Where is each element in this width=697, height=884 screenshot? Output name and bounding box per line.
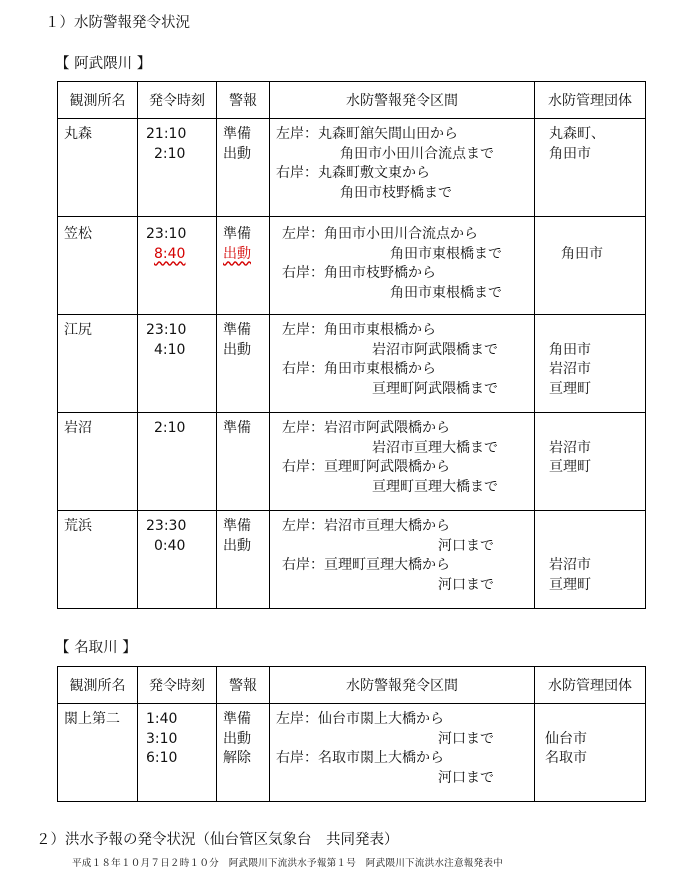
org-name: 亘理町 (549, 380, 591, 397)
section-line: 右岸：角田市東根橋から (282, 361, 436, 377)
warning-cell (217, 413, 270, 511)
station-name: 丸森 (64, 126, 92, 142)
org-name: 名取市 (545, 750, 587, 766)
table-row (58, 413, 646, 511)
section-cell (270, 511, 535, 609)
table-row (58, 511, 646, 609)
flood-forecast-notice: 平成１８年１０月７日２時１０分 阿武隈川下流洪水予報第１号 阿武隈川下流洪水注意報発表中 (72, 858, 503, 869)
section-line: 左岸：角田市小田川合流点から (282, 226, 478, 242)
section-cell (270, 413, 535, 511)
station-name: 江尻 (64, 322, 92, 338)
col-header-time: 発令時刻 (138, 82, 217, 119)
table-row (58, 119, 646, 217)
station-cell (58, 413, 138, 511)
warning-type: 準備 (223, 226, 251, 242)
warning-type: 準備 (223, 518, 251, 534)
table-header-row (58, 667, 646, 704)
org-name (535, 321, 645, 341)
section-line: 左岸：丸森町舘矢間山田から (276, 126, 458, 142)
section-line: 岩沼市阿武隈橋まで (372, 341, 498, 358)
org-name: 岩沼市 (549, 361, 591, 377)
table-row (58, 315, 646, 413)
org-cell (535, 511, 646, 609)
org-name (535, 419, 645, 439)
time-cell (138, 315, 217, 413)
col-header-warning: 警報 (217, 82, 270, 119)
table-header-row (58, 82, 646, 119)
natori-warning-table (57, 666, 646, 802)
org-name: 角田市 (561, 245, 603, 262)
station-cell (58, 315, 138, 413)
org-name (535, 710, 645, 730)
section-line: 右岸：丸森町敷文東から (276, 165, 430, 181)
org-cell (535, 413, 646, 511)
col-header-section: 水防警報発令区間 (270, 82, 535, 119)
station-cell (58, 704, 138, 802)
section-line: 岩沼市亘理大橋まで (372, 439, 498, 456)
time-cell (138, 704, 217, 802)
org-name (535, 517, 645, 537)
issue-time: 23:10 (146, 322, 187, 338)
section-line: 左岸：仙台市閖上大橋から (276, 711, 444, 727)
org-name (535, 537, 645, 557)
section-line: 亘理町亘理大橋まで (372, 478, 498, 495)
col-header-section: 水防警報発令区間 (270, 667, 535, 704)
section-line: 左岸：岩沼市亘理大橋から (282, 518, 450, 534)
issue-time: 0:40 (154, 537, 186, 554)
section-line: 角田市東根橋まで (390, 284, 502, 301)
river-label-natori: 【 名取川 】 (55, 640, 137, 656)
section-line: 角田市東根橋まで (390, 245, 502, 262)
section-line: 亘理町阿武隈橋まで (372, 380, 498, 397)
section-line: 河口まで (438, 730, 494, 747)
issue-time: 23:10 (146, 226, 187, 242)
col-header-org: 水防管理団体 (535, 667, 646, 704)
org-name: 丸森町、 (549, 126, 605, 142)
section-2-heading: ２）洪水予報の発令状況（仙台管区気象台 共同発表） (36, 832, 399, 848)
section-line: 左岸：岩沼市阿武隈橋から (282, 420, 450, 436)
section-line: 河口まで (438, 769, 494, 786)
station-cell (58, 217, 138, 315)
section-line: 角田市小田川合流点まで (340, 145, 494, 162)
time-cell (138, 119, 217, 217)
warning-type: 準備 (223, 126, 251, 142)
warning-cell (217, 119, 270, 217)
abukuma-warning-table (57, 81, 646, 609)
warning-cell (217, 217, 270, 315)
section-line: 河口まで (438, 537, 494, 554)
time-cell (138, 217, 217, 315)
section-line: 河口まで (438, 576, 494, 593)
org-cell (535, 315, 646, 413)
issue-time: 23:30 (146, 518, 187, 534)
warning-type: 出動 (223, 730, 251, 747)
col-header-org: 水防管理団体 (535, 82, 646, 119)
section-cell (270, 119, 535, 217)
time-cell (138, 413, 217, 511)
org-name: 岩沼市 (549, 557, 591, 573)
section-cell (270, 217, 535, 315)
issue-time: 4:10 (154, 341, 186, 358)
col-header-warning: 警報 (217, 667, 270, 704)
org-name: 角田市 (549, 341, 591, 358)
issue-time: 21:10 (146, 126, 187, 142)
issue-time: 2:10 (154, 145, 186, 162)
station-name: 笠松 (64, 226, 92, 242)
section-line: 右岸：亘理町亘理大橋から (282, 557, 450, 573)
issue-time: 2:10 (154, 420, 186, 436)
station-name: 閖上第二 (64, 711, 120, 727)
warning-type: 出動 (223, 341, 251, 358)
section-line: 右岸：亘理町阿武隈橋から (282, 459, 450, 475)
col-header-station: 観測所名 (58, 82, 138, 119)
warning-type: 解除 (223, 750, 251, 766)
org-name: 岩沼市 (549, 439, 591, 456)
station-name: 岩沼 (64, 420, 92, 436)
org-name: 角田市 (549, 145, 591, 162)
warning-type: 準備 (223, 420, 251, 436)
org-name: 亘理町 (549, 576, 591, 593)
issue-time-wrap (138, 245, 216, 265)
issue-time: 8:40 (154, 245, 186, 262)
warning-type: 準備 (223, 711, 251, 727)
station-name: 荒浜 (64, 518, 92, 534)
river-label-abukuma: 【 阿武隈川 】 (55, 56, 152, 72)
warning-type: 出動 (223, 245, 251, 262)
station-cell (58, 511, 138, 609)
warning-cell (217, 511, 270, 609)
warning-type: 出動 (223, 537, 251, 554)
table-row (58, 217, 646, 315)
station-cell (58, 119, 138, 217)
warning-cell (217, 704, 270, 802)
section-line: 右岸：名取市閖上大橋から (276, 750, 444, 766)
org-cell (535, 704, 646, 802)
warning-type: 準備 (223, 322, 251, 338)
org-cell (535, 119, 646, 217)
issue-time: 6:10 (146, 750, 178, 766)
section-line: 角田市枝野橋まで (340, 184, 452, 201)
org-name (535, 225, 645, 245)
col-header-station: 観測所名 (58, 667, 138, 704)
issue-time: 1:40 (146, 711, 178, 727)
table-row (58, 704, 646, 802)
org-name: 亘理町 (549, 459, 591, 475)
warning-type: 出動 (223, 145, 251, 162)
warning-type-wrap (217, 245, 269, 265)
section-cell (270, 315, 535, 413)
org-name: 仙台市 (545, 730, 587, 747)
issue-time: 3:10 (146, 730, 178, 747)
org-cell (535, 217, 646, 315)
section-1-heading: １）水防警報発令状況 (45, 15, 190, 31)
warning-cell (217, 315, 270, 413)
section-line: 左岸：角田市東根橋から (282, 322, 436, 338)
time-cell (138, 511, 217, 609)
col-header-time: 発令時刻 (138, 667, 217, 704)
section-cell (270, 704, 535, 802)
section-line: 右岸：角田市枝野橋から (282, 265, 436, 281)
